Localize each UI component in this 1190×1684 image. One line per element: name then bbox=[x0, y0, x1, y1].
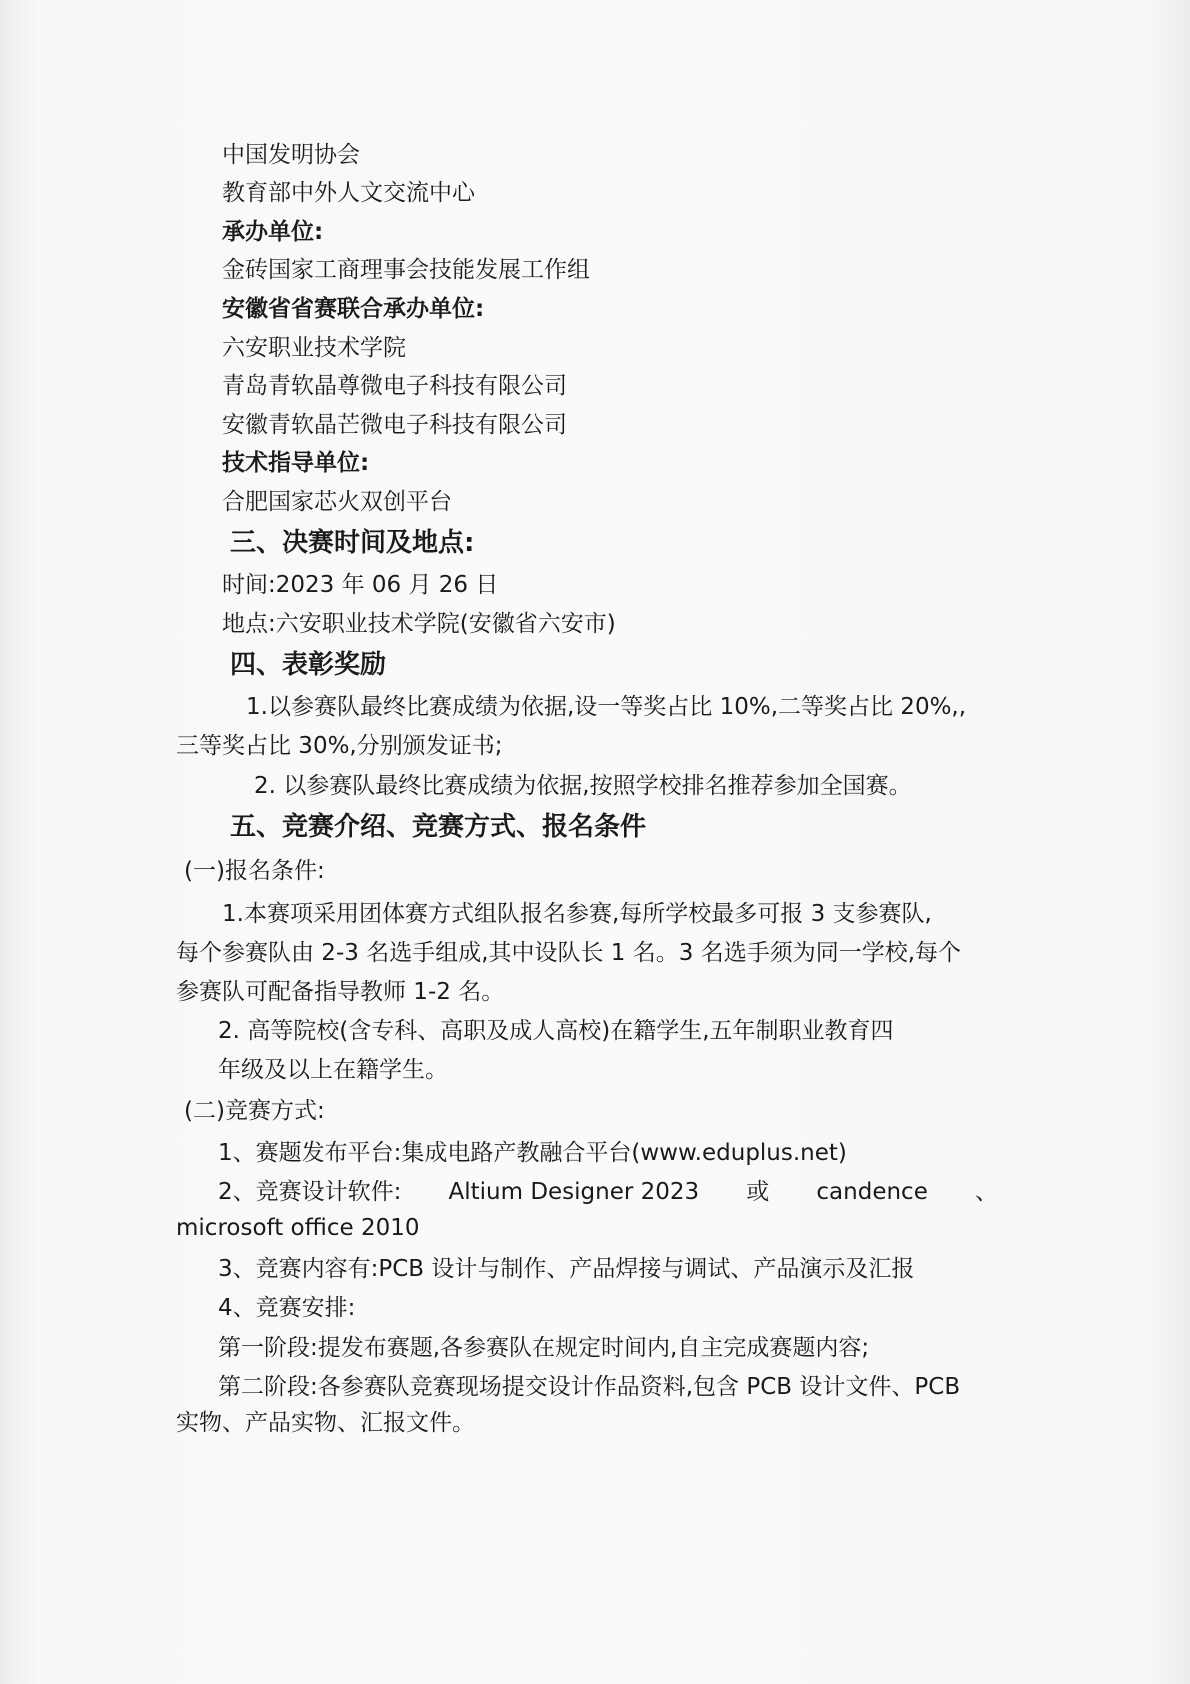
mode-2-software-1: Altium Designer 2023 bbox=[448, 1179, 700, 1205]
section-3-heading: 三、决赛时间及地点: bbox=[230, 528, 475, 558]
sub-1-heading: (一)报名条件: bbox=[184, 858, 325, 884]
reg-1-line-1: 1.本赛项采用团体赛方式组队报名参赛,每所学校最多可报 3 支参赛队, bbox=[222, 901, 932, 927]
section-3-time: 时间:2023 年 06 月 26 日 bbox=[222, 572, 499, 598]
tech-org: 合肥国家芯火双创平台 bbox=[222, 489, 452, 515]
host-label: 承办单位: bbox=[222, 219, 324, 245]
tech-label: 技术指导单位: bbox=[222, 450, 370, 476]
reg-2-line-1: 2. 高等院校(含专科、高职及成人高校)在籍学生,五年制职业教育四 bbox=[218, 1018, 894, 1044]
section-3-place: 地点:六安职业技术学院(安徽省六安市) bbox=[222, 611, 616, 637]
mode-2-separator: 、 bbox=[974, 1179, 998, 1205]
co-host-org-1: 六安职业技术学院 bbox=[222, 335, 406, 361]
award-item-2: 2. 以参赛队最终比赛成绩为依据,按照学校排名推荐参加全国赛。 bbox=[254, 773, 912, 799]
co-host-org-3: 安徽青软晶芒微电子科技有限公司 bbox=[222, 412, 567, 438]
mode-3: 3、竞赛内容有:PCB 设计与制作、产品焊接与调试、产品演示及汇报 bbox=[218, 1256, 915, 1282]
mode-2-label: 2、竞赛设计软件: bbox=[218, 1179, 402, 1205]
organizer-line-2: 教育部中外人文交流中心 bbox=[222, 180, 475, 206]
reg-1-line-2: 每个参赛队由 2-3 名选手组成,其中设队长 1 名。3 名选手须为同一学校,每个 bbox=[176, 940, 962, 966]
mode-2-software-2: candence bbox=[816, 1179, 928, 1205]
award-item-1-line-2: 三等奖占比 30%,分别颁发证书; bbox=[176, 733, 503, 759]
section-4-heading: 四、表彰奖励 bbox=[230, 650, 387, 680]
section-5-heading: 五、竞赛介绍、竞赛方式、报名条件 bbox=[230, 812, 647, 842]
mode-2-or: 或 bbox=[746, 1179, 770, 1205]
mode-2-line-1 bbox=[218, 1177, 998, 1207]
host-org: 金砖国家工商理事会技能发展工作组 bbox=[222, 257, 590, 283]
co-host-org-2: 青岛青软晶尊微电子科技有限公司 bbox=[222, 373, 567, 399]
stage-2-line-1: 第二阶段:各参赛队竞赛现场提交设计作品资料,包含 PCB 设计文件、PCB bbox=[218, 1374, 961, 1400]
mode-4: 4、竞赛安排: bbox=[218, 1295, 356, 1321]
stage-2-line-2: 实物、产品实物、汇报文件。 bbox=[176, 1410, 475, 1436]
reg-2-line-2: 年级及以上在籍学生。 bbox=[218, 1057, 448, 1083]
reg-1-line-3: 参赛队可配备指导教师 1-2 名。 bbox=[176, 979, 505, 1005]
stage-1: 第一阶段:提发布赛题,各参赛队在规定时间内,自主完成赛题内容; bbox=[218, 1335, 870, 1361]
mode-1: 1、赛题发布平台:集成电路产教融合平台(www.eduplus.net) bbox=[218, 1140, 847, 1166]
co-host-label: 安徽省省赛联合承办单位: bbox=[222, 296, 485, 322]
organizer-line-1: 中国发明协会 bbox=[222, 142, 360, 168]
mode-2-line-2: microsoft office 2010 bbox=[176, 1215, 420, 1241]
sub-2-heading: (二)竞赛方式: bbox=[184, 1098, 325, 1124]
award-item-1-line-1: 1.以参赛队最终比赛成绩为依据,设一等奖占比 10%,二等奖占比 20%,, bbox=[246, 694, 967, 720]
